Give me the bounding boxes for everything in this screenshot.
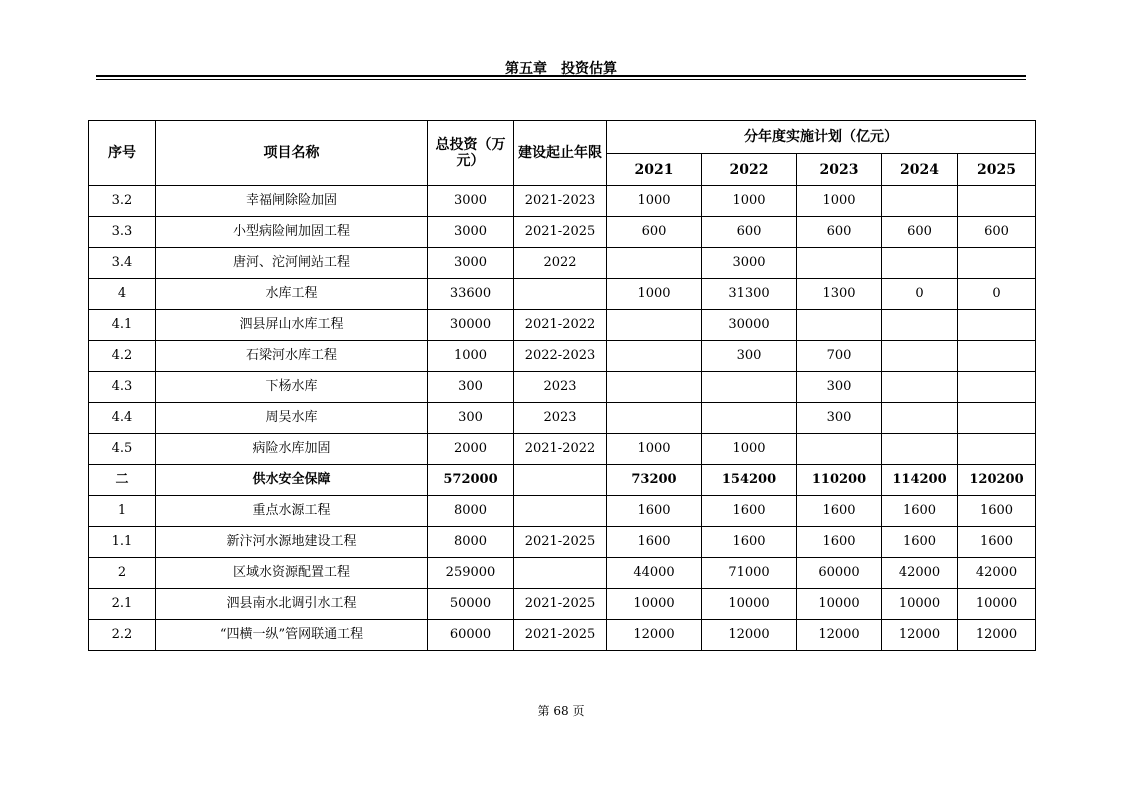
cell-2024: 0 [882,279,958,310]
cell-2021: 1600 [607,527,702,558]
cell-2021: 1000 [607,186,702,217]
cell-2022: 154200 [702,465,797,496]
cell-2025: 42000 [958,558,1036,589]
cell-index: 2.1 [89,589,156,620]
table-row [89,527,1036,558]
cell-project-name: 泗县南水北调引水工程 [156,589,428,620]
cell-index: 4.2 [89,341,156,372]
cell-2024 [882,403,958,434]
cell-total-investment: 259000 [428,558,514,589]
cell-2023 [797,310,882,341]
table-row [89,620,1036,651]
table-row [89,372,1036,403]
cell-index: 4.1 [89,310,156,341]
cell-construction-period: 2021-2025 [514,527,607,558]
chapter-title: 第五章 投资估算 [505,61,617,77]
cell-2023: 1600 [797,527,882,558]
cell-2024: 12000 [882,620,958,651]
cell-2021 [607,403,702,434]
cell-total-investment: 300 [428,372,514,403]
header-year-2022: 2022 [702,154,797,186]
cell-2022 [702,403,797,434]
cell-2025: 12000 [958,620,1036,651]
header-index: 序号 [89,121,156,186]
header-project-name: 项目名称 [156,121,428,186]
cell-2022: 1600 [702,527,797,558]
cell-construction-period: 2021-2025 [514,217,607,248]
cell-2021: 1000 [607,279,702,310]
header-year-2023: 2023 [797,154,882,186]
cell-index: 4 [89,279,156,310]
cell-2025: 0 [958,279,1036,310]
cell-project-name: 小型病险闸加固工程 [156,217,428,248]
cell-construction-period: 2021-2025 [514,589,607,620]
cell-2025: 120200 [958,465,1036,496]
cell-index: 4.4 [89,403,156,434]
cell-2023: 110200 [797,465,882,496]
cell-2025 [958,372,1036,403]
cell-2024: 1600 [882,527,958,558]
cell-2025: 10000 [958,589,1036,620]
cell-2022 [702,372,797,403]
table-body [89,186,1036,651]
cell-index: 3.3 [89,217,156,248]
cell-2024 [882,248,958,279]
cell-construction-period: 2022-2023 [514,341,607,372]
cell-total-investment: 8000 [428,527,514,558]
cell-2025: 600 [958,217,1036,248]
cell-2023: 1300 [797,279,882,310]
cell-construction-period: 2022 [514,248,607,279]
table-row [89,496,1036,527]
cell-total-investment: 1000 [428,341,514,372]
cell-2024: 114200 [882,465,958,496]
cell-2022: 71000 [702,558,797,589]
cell-project-name: 泗县屏山水库工程 [156,310,428,341]
cell-2023 [797,434,882,465]
cell-2025: 1600 [958,527,1036,558]
cell-total-investment: 572000 [428,465,514,496]
cell-2022: 30000 [702,310,797,341]
cell-2021 [607,248,702,279]
cell-construction-period: 2021-2025 [514,620,607,651]
cell-2025 [958,248,1036,279]
cell-2023: 300 [797,372,882,403]
header-construction-period: 建设起止年限 [514,121,607,186]
cell-total-investment: 30000 [428,310,514,341]
cell-2023 [797,248,882,279]
cell-index: 2.2 [89,620,156,651]
header-year-2024: 2024 [882,154,958,186]
cell-project-name: 唐河、沱河闸站工程 [156,248,428,279]
cell-project-name: 区域水资源配置工程 [156,558,428,589]
table-row [89,186,1036,217]
cell-2025 [958,186,1036,217]
cell-project-name: 水库工程 [156,279,428,310]
cell-total-investment: 60000 [428,620,514,651]
table-row [89,589,1036,620]
cell-2023: 600 [797,217,882,248]
cell-2025 [958,341,1036,372]
cell-total-investment: 300 [428,403,514,434]
table-row [89,465,1036,496]
cell-total-investment: 8000 [428,496,514,527]
cell-2024 [882,372,958,403]
cell-2022: 10000 [702,589,797,620]
cell-project-name: 石梁河水库工程 [156,341,428,372]
cell-2021: 1600 [607,496,702,527]
cell-total-investment: 3000 [428,186,514,217]
cell-construction-period [514,465,607,496]
cell-2023: 60000 [797,558,882,589]
table-row [89,434,1036,465]
table-row [89,248,1036,279]
cell-project-name: 周吴水库 [156,403,428,434]
cell-2021: 12000 [607,620,702,651]
cell-project-name: 供水安全保障 [156,465,428,496]
cell-2023: 10000 [797,589,882,620]
cell-index: 4.3 [89,372,156,403]
cell-2021 [607,341,702,372]
header-annual-plan: 分年度实施计划（亿元） [607,121,1036,154]
cell-2021: 600 [607,217,702,248]
cell-2024 [882,310,958,341]
cell-2021: 10000 [607,589,702,620]
table-row [89,279,1036,310]
cell-2025: 1600 [958,496,1036,527]
cell-project-name: 病险水库加固 [156,434,428,465]
cell-project-name: 重点水源工程 [156,496,428,527]
cell-2022: 12000 [702,620,797,651]
cell-construction-period [514,279,607,310]
cell-total-investment: 3000 [428,217,514,248]
cell-project-name: 幸福闸除险加固 [156,186,428,217]
cell-2024: 600 [882,217,958,248]
table-row [89,217,1036,248]
cell-construction-period: 2021-2022 [514,310,607,341]
cell-project-name: 新汴河水源地建设工程 [156,527,428,558]
cell-index: 1.1 [89,527,156,558]
page-number: 第 68 页 [537,704,585,718]
cell-index: 1 [89,496,156,527]
cell-construction-period: 2021-2022 [514,434,607,465]
cell-2022: 1000 [702,186,797,217]
cell-construction-period: 2021-2023 [514,186,607,217]
cell-total-investment: 50000 [428,589,514,620]
cell-total-investment: 2000 [428,434,514,465]
header-year-2025: 2025 [958,154,1036,186]
cell-2025 [958,310,1036,341]
cell-total-investment: 3000 [428,248,514,279]
cell-project-name: “四横一纵”管网联通工程 [156,620,428,651]
header-total-investment: 总投资（万元） [428,121,514,186]
cell-index: 4.5 [89,434,156,465]
cell-construction-period: 2023 [514,403,607,434]
cell-2023: 12000 [797,620,882,651]
cell-construction-period [514,496,607,527]
header-rule-thin [96,79,1026,80]
cell-2023: 700 [797,341,882,372]
investment-table [88,120,1036,651]
cell-2024 [882,341,958,372]
cell-2025 [958,434,1036,465]
cell-2021: 1000 [607,434,702,465]
cell-2021 [607,372,702,403]
cell-index: 3.4 [89,248,156,279]
cell-2021: 73200 [607,465,702,496]
cell-construction-period: 2023 [514,372,607,403]
cell-2023: 1600 [797,496,882,527]
cell-index: 二 [89,465,156,496]
cell-2022: 3000 [702,248,797,279]
header-year-2021: 2021 [607,154,702,186]
cell-2024 [882,434,958,465]
cell-project-name: 下杨水库 [156,372,428,403]
cell-2022: 1600 [702,496,797,527]
cell-total-investment: 33600 [428,279,514,310]
cell-2021 [607,310,702,341]
cell-2022: 600 [702,217,797,248]
cell-index: 2 [89,558,156,589]
cell-2023: 300 [797,403,882,434]
cell-2025 [958,403,1036,434]
cell-2024: 42000 [882,558,958,589]
table-row [89,403,1036,434]
cell-2024: 1600 [882,496,958,527]
table-row [89,341,1036,372]
cell-2022: 300 [702,341,797,372]
cell-2024 [882,186,958,217]
cell-2024: 10000 [882,589,958,620]
cell-construction-period [514,558,607,589]
table-row [89,558,1036,589]
cell-2022: 31300 [702,279,797,310]
cell-index: 3.2 [89,186,156,217]
cell-2022: 1000 [702,434,797,465]
header-rule-thick [96,75,1026,77]
cell-2023: 1000 [797,186,882,217]
cell-2021: 44000 [607,558,702,589]
table-row [89,310,1036,341]
